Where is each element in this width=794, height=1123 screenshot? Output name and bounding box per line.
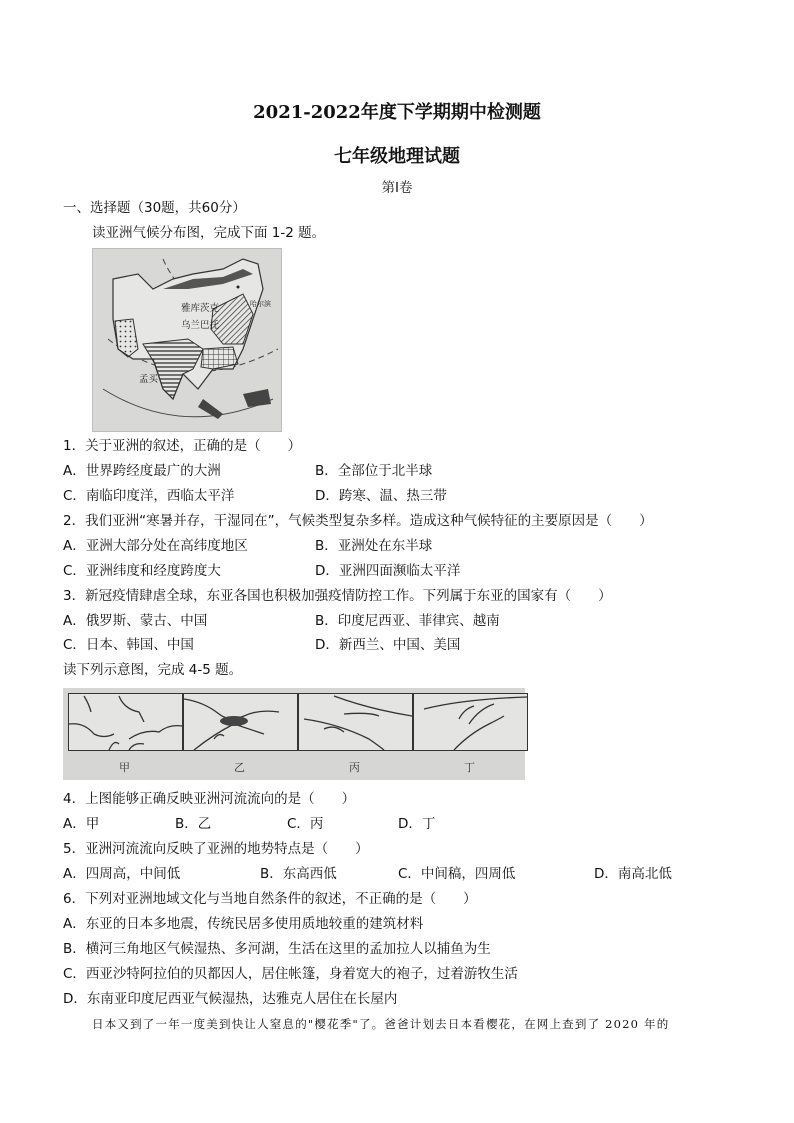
question-4-option-b: B．乙 <box>175 816 212 832</box>
question-2-stem: 2．我们亚洲“寒暑并存，干湿同在”，气候类型复杂多样。造成这种气候特征的主要原因是（ ） <box>63 513 653 529</box>
section-heading: 一、选择题（30题，共60分） <box>63 200 246 216</box>
question-1-option-b: B．全部位于北半球 <box>315 463 433 479</box>
river-panel-yi <box>183 693 298 751</box>
question-6-option-a: A．东亚的日本多地震，传统民居多使用质地较重的建筑材料 <box>63 916 424 932</box>
question-1-stem: 1．关于亚洲的叙述，正确的是（ ） <box>63 438 302 454</box>
question-4-option-a: A．甲 <box>63 816 100 832</box>
river-panel-ding <box>413 693 528 751</box>
river-label-jia: 甲 <box>119 761 130 774</box>
question-5-stem: 5．亚洲河流流向反映了亚洲的地势特点是（ ） <box>63 841 369 857</box>
question-5-option-d: D．南高北低 <box>594 866 672 882</box>
question-5-option-b: B．东高西低 <box>260 866 337 882</box>
river-label-bing: 丙 <box>349 761 360 774</box>
question-2-option-c: C．亚洲纬度和经度跨度大 <box>63 563 221 579</box>
map-label-harbin: 哈尔滨 <box>250 300 271 308</box>
question-1-option-a: A．世界跨经度最广的大洲 <box>63 463 221 479</box>
passage-text: 日本又到了一年一度美到快让人窒息的"樱花季"了。爸爸计划去日本看樱花，在网上查到了 2020 年的 <box>92 1017 670 1031</box>
map-label-ulaanbaatar: 乌兰巴托 <box>181 320 220 331</box>
question-4-option-d: D．丁 <box>398 816 436 832</box>
question-3-stem: 3．新冠疫情肆虐全球，东亚各国也积极加强疫情防控工作。下列属于东亚的国家有（ ） <box>63 588 612 604</box>
map-label-mumbai: 孟买 <box>139 374 159 385</box>
question-3-option-d: D．新西兰、中国、美国 <box>315 637 461 653</box>
intro-q1-2: 读亚洲气候分布图，完成下面 1-2 题。 <box>92 225 326 241</box>
question-4-stem: 4．上图能够正确反映亚洲河流流向的是（ ） <box>63 791 356 807</box>
question-2-option-a: A．亚洲大部分处在高纬度地区 <box>63 538 248 554</box>
question-1-option-d: D．跨寒、温、热三带 <box>315 488 447 504</box>
question-2-option-d: D．亚洲四面濒临太平洋 <box>315 563 461 579</box>
question-4-option-c: C．丙 <box>287 816 324 832</box>
river-label-yi: 乙 <box>234 761 245 774</box>
intro-q4-5: 读下列示意图，完成 4-5 题。 <box>63 662 243 678</box>
exam-subtitle: 七年级地理试题 <box>334 146 460 167</box>
question-3-option-c: C．日本、韩国、中国 <box>63 637 194 653</box>
river-panel-jia <box>68 693 183 751</box>
question-1-option-c: C．南临印度洋，西临太平洋 <box>63 488 235 504</box>
asia-climate-map <box>92 248 282 432</box>
question-3-option-b: B．印度尼西亚、菲律宾、越南 <box>315 613 500 629</box>
river-direction-figure <box>63 688 525 780</box>
question-5-option-c: C．中间稿，四周低 <box>398 866 516 882</box>
map-label-yakutsk: 雅库茨克 <box>181 303 220 314</box>
volume-label: 第Ⅰ卷 <box>381 180 413 196</box>
question-2-option-b: B．亚洲处在东半球 <box>315 538 433 554</box>
question-3-option-a: A．俄罗斯、蒙古、中国 <box>63 613 208 629</box>
asia-map-graphic <box>93 249 281 431</box>
river-label-ding: 丁 <box>464 761 475 774</box>
question-6-option-c: C．西亚沙特阿拉伯的贝都因人，居住帐篷，身着宽大的袍子，过着游牧生活 <box>63 966 518 982</box>
exam-title: 2021-2022年度下学期期中检测题 <box>253 102 541 123</box>
question-5-option-a: A．四周高，中间低 <box>63 866 181 882</box>
river-panel-bing <box>298 693 413 751</box>
question-6-option-b: B．横河三角地区气候湿热、多河湖，生活在这里的孟加拉人以捕鱼为生 <box>63 941 491 957</box>
question-6-option-d: D．东南亚印度尼西亚气候湿热，达雅克人居住在长屋内 <box>63 991 398 1007</box>
question-6-stem: 6．下列对亚洲地域文化与当地自然条件的叙述，不正确的是（ ） <box>63 891 477 907</box>
